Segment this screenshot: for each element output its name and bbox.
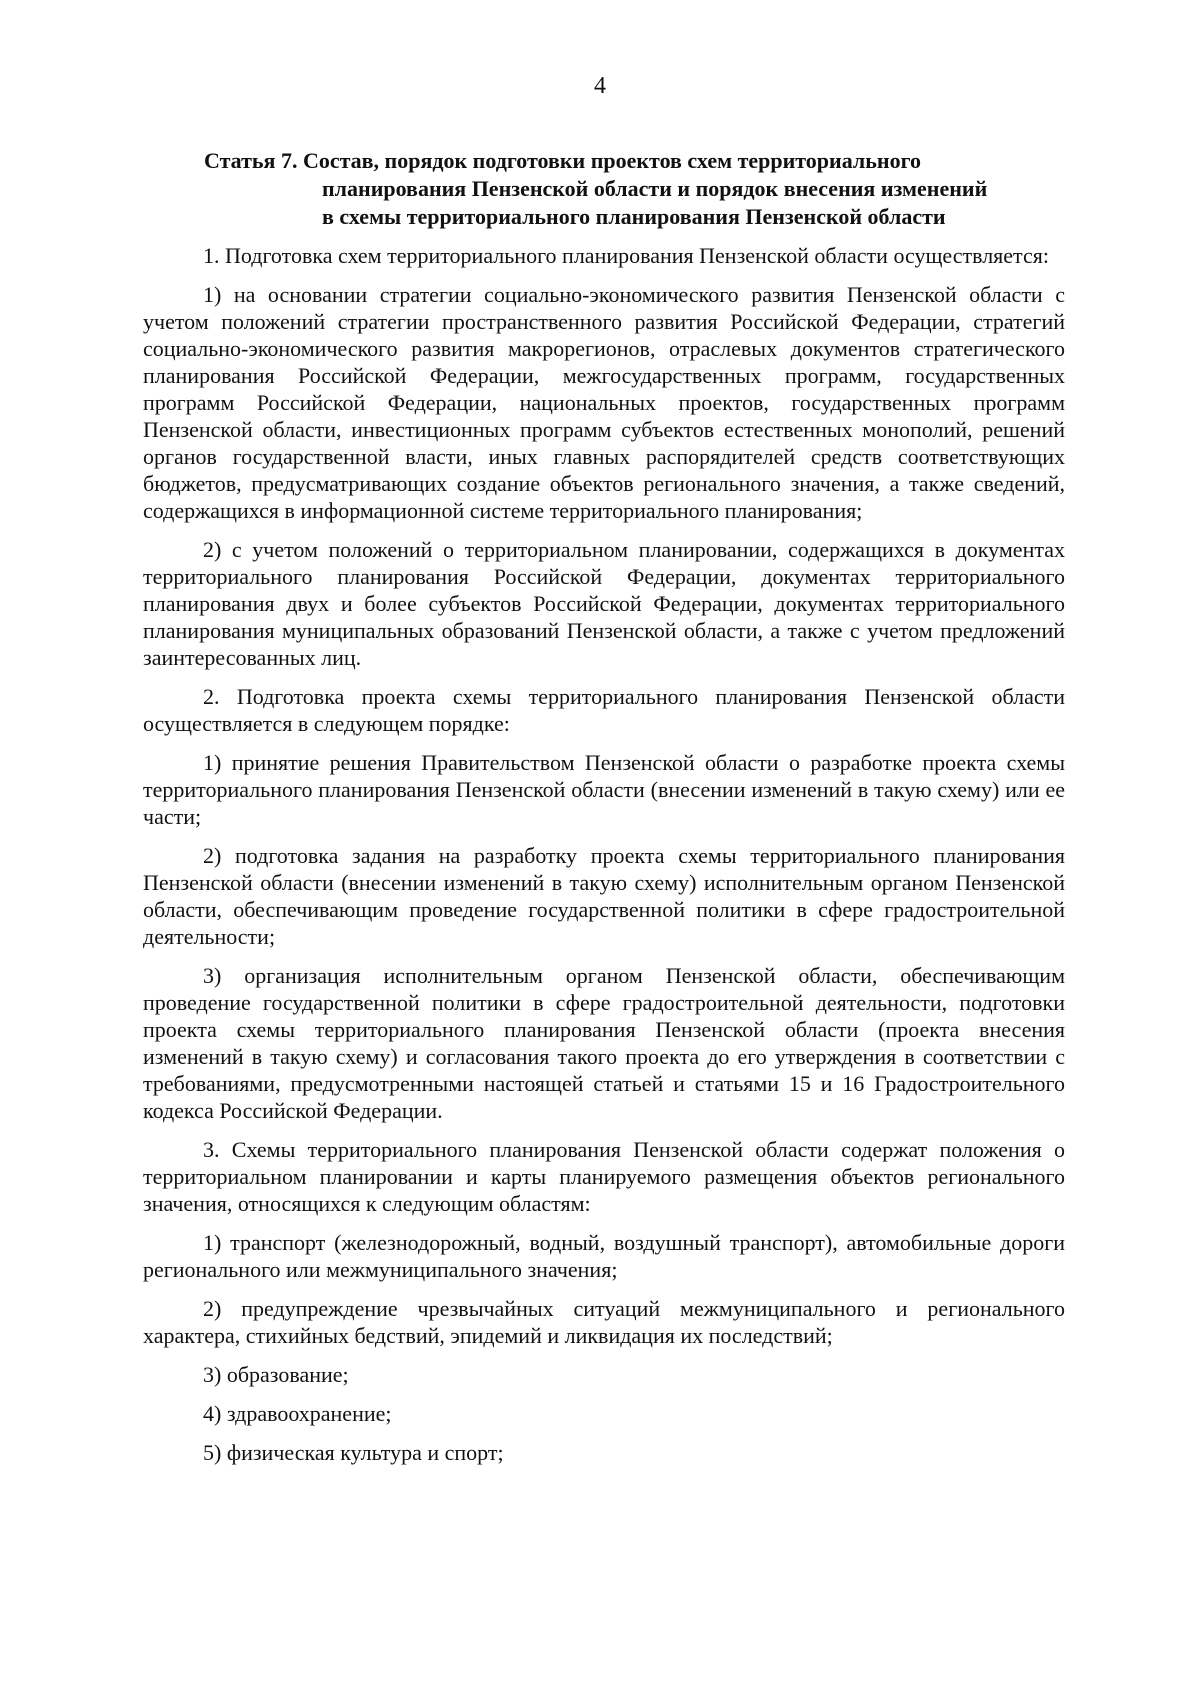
article-title-line-3: в схемы территориального планирования Пензенской области (322, 204, 946, 229)
article-title-line-2: планирования Пензенской области и порядок внесения изменений (322, 176, 988, 201)
paragraph-1: 1. Подготовка схем территориального планирования Пензенской области осуществляется: (203, 243, 1049, 268)
paragraph-3-item-5: 5) физическая культура и спорт; (203, 1440, 504, 1465)
paragraph-3: 3. Схемы территориального планирования Пензенской области содержат положения о территориальном планировании и карты планируемого размещения объектов регионального значения, относящихся к следующим областям: (143, 1137, 1065, 1216)
article-body (143, 242, 1065, 1478)
paragraph-1-item-1: 1) на основании стратегии социально-экономического развития Пензенской области с учетом положений стратегии пространственного развития Российской Федерации, стратегий социально-экономического развития макрорегионов, отраслевых документов стратегического планирования Российской Федерации, межгосударственных программ, государственных программ Российской Федерации, национальных проектов, государственных программ Пензенской области, инвестиционных программ субъектов естественных монополий, решений органов государственной власти, иных главных распорядителей средств соответствующих бюджетов, предусматривающих создание объектов регионального значения, а также сведений, содержащихся в информационной системе территориального планирования; (143, 282, 1065, 523)
paragraph-3-item-2: 2) предупреждение чрезвычайных ситуаций межмуниципального и регионального характера, стихийных бедствий, эпидемий и ликвидация их последствий; (143, 1296, 1065, 1348)
paragraph-1-item-2: 2) с учетом положений о территориальном планировании, содержащихся в документах территориального планирования Российской Федерации, документах территориального планирования двух и более субъектов Российской Федерации, документах территориального планирования муниципальных образований Пензенской области, а также с учетом предложений заинтересованных лиц. (143, 537, 1065, 670)
paragraph-3-item-3: 3) образование; (203, 1362, 349, 1387)
paragraph-2: 2. Подготовка проекта схемы территориального планирования Пензенской области осуществляется в следующем порядке: (143, 684, 1065, 736)
paragraph-2-item-1: 1) принятие решения Правительством Пензенской области о разработке проекта схемы территориального планирования Пензенской области (внесении изменений в такую схему) или ее части; (143, 750, 1065, 829)
paragraph-2-item-2: 2) подготовка задания на разработку проекта схемы территориального планирования Пензенской области (внесении изменений в такую схему) исполнительным органом Пензенской области, обеспечивающим проведение государственной политики в сфере градостроительной деятельности; (143, 843, 1065, 949)
paragraph-3-item-4: 4) здравоохранение; (203, 1401, 392, 1426)
article-title-line-1: Статья 7. Состав, порядок подготовки проектов схем территориального (204, 148, 922, 173)
page-number: 4 (594, 73, 606, 99)
paragraph-2-item-3: 3) организация исполнительным органом Пензенской области, обеспечивающим проведение государственной политики в сфере градостроительной деятельности, подготовки проекта схемы территориального планирования Пензенской области (проекта внесения изменений в такую схему) и согласования такого проекта до его утверждения в соответствии с требованиями, предусмотренными настоящей статьей и статьями 15 и 16 Градостроительного кодекса Российской Федерации. (143, 963, 1065, 1123)
article-heading (204, 147, 1074, 231)
paragraph-3-item-1: 1) транспорт (железнодорожный, водный, воздушный транспорт), автомобильные дороги регионального или межмуниципального значения; (143, 1230, 1065, 1282)
